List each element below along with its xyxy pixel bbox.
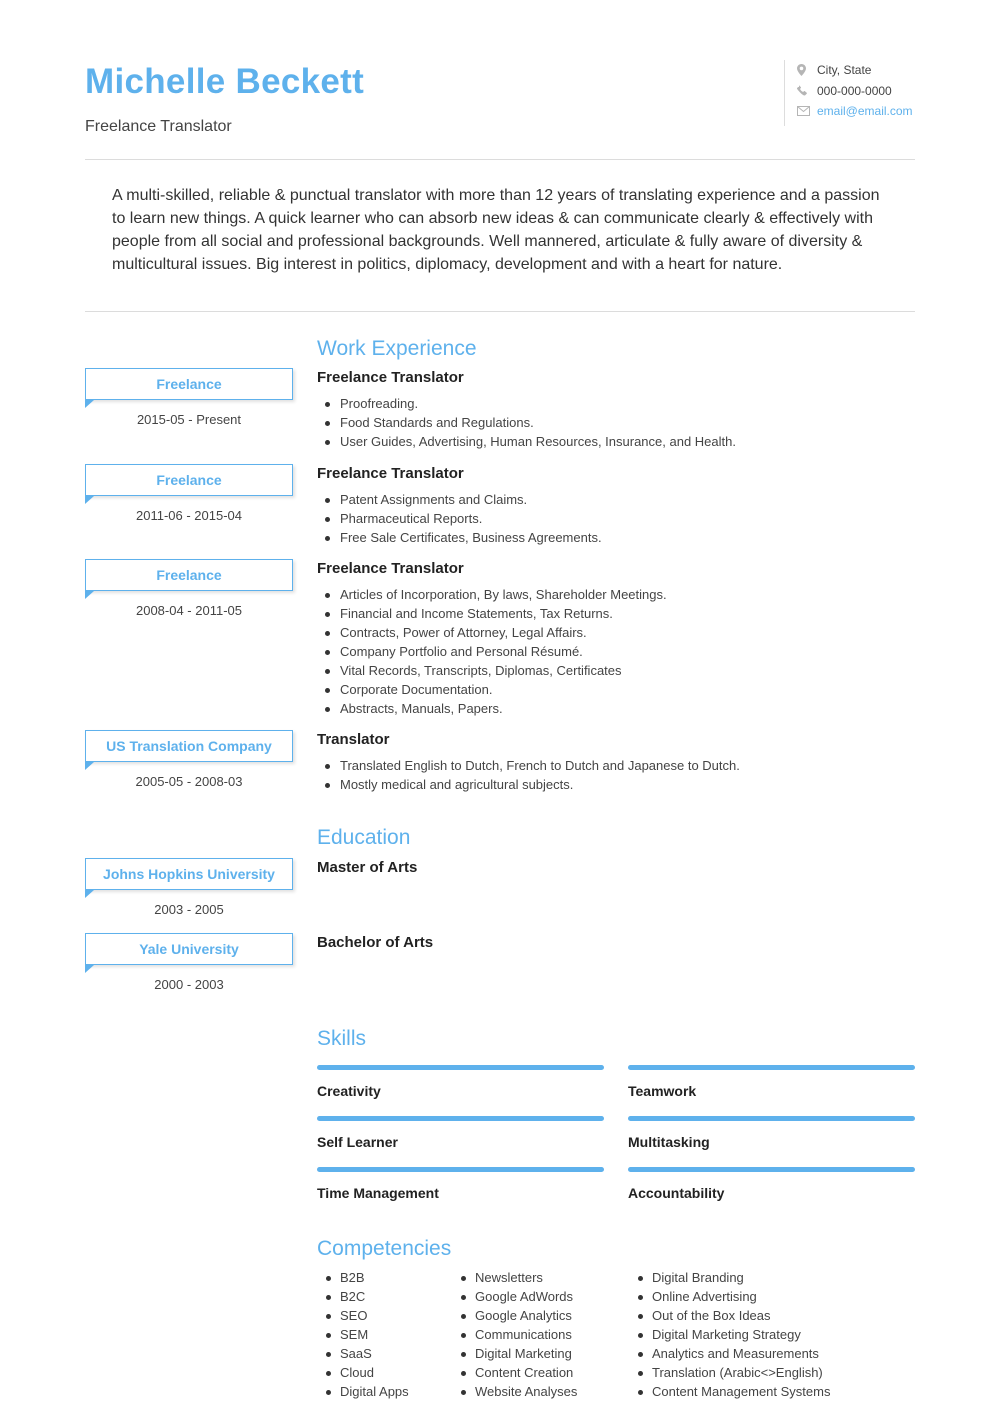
competency-item: Digital Marketing — [458, 1344, 577, 1363]
job-duties — [322, 394, 736, 451]
competency-item: Digital Apps — [323, 1382, 409, 1401]
contact-email[interactable] — [797, 101, 913, 122]
competency-item: Translation (Arabic<>English) — [635, 1363, 830, 1382]
job-duties — [322, 756, 740, 794]
job-dates: 2005-05 - 2008-03 — [135, 774, 243, 789]
degree-title: Bachelor of Arts — [317, 934, 434, 951]
job-duties — [322, 490, 602, 547]
competency-item: Website Analyses — [458, 1382, 577, 1401]
skill-label: Teamwork — [628, 1083, 697, 1099]
job-dates: 2008-04 - 2011-05 — [135, 603, 242, 618]
competency-item: Out of the Box Ideas — [635, 1306, 830, 1325]
contact-block — [784, 60, 913, 126]
skill-item — [628, 1167, 915, 1201]
job-title: Freelance Translator — [317, 369, 464, 386]
competency-item: B2C — [323, 1287, 409, 1306]
duty-item: Vital Records, Transcripts, Diplomas, Certificates — [322, 661, 667, 680]
skill-label: Accountability — [628, 1185, 725, 1201]
skill-label: Multitasking — [628, 1134, 710, 1150]
employer-tag: Freelance — [85, 559, 293, 591]
competency-item: Google Analytics — [458, 1306, 577, 1325]
skill-item — [317, 1065, 604, 1099]
duty-item: Translated English to Dutch, French to Dutch and Japanese to Dutch. — [322, 756, 740, 775]
header-divider — [85, 159, 915, 160]
job-title: Translator — [317, 731, 390, 748]
envelope-icon — [797, 106, 817, 116]
duty-item: Pharmaceutical Reports. — [322, 509, 602, 528]
skill-item — [317, 1167, 604, 1201]
skill-bar — [317, 1065, 604, 1070]
job-duties — [322, 585, 667, 718]
skill-bar — [628, 1167, 915, 1172]
skill-bar — [317, 1116, 604, 1121]
competency-item: Google AdWords — [458, 1287, 577, 1306]
competency-item: SEO — [323, 1306, 409, 1325]
duty-item: Proofreading. — [322, 394, 736, 413]
skill-item — [628, 1116, 915, 1150]
duty-item: Company Portfolio and Personal Résumé. — [322, 642, 667, 661]
duty-item: Contracts, Power of Attorney, Legal Affairs. — [322, 623, 667, 642]
job-dates: 2011-06 - 2015-04 — [135, 508, 242, 523]
work-experience-heading: Work Experience — [317, 337, 477, 360]
skill-bar — [628, 1116, 915, 1121]
profile-summary: A multi-skilled, reliable & punctual translator with more than 12 years of translating experience and a passion to learn new things. A quick learner who can absorb new ideas & can communicate clearly & effectively with people from all social and professional backgrounds. Well mannered, articulate & fully aware of diversity & multicultural issues. Big interest in politics, diplomacy, development and with a heart for nature. — [112, 187, 880, 273]
competency-item: Content Management Systems — [635, 1382, 830, 1401]
competency-item: Newsletters — [458, 1268, 577, 1287]
skill-bar — [628, 1065, 915, 1070]
school-tag: Johns Hopkins University — [85, 858, 293, 890]
duty-item: Articles of Incorporation, By laws, Shareholder Meetings. — [322, 585, 667, 604]
location-text: City, State — [817, 63, 872, 78]
competency-item: B2B — [323, 1268, 409, 1287]
contact-phone — [797, 81, 913, 102]
competencies-column — [323, 1268, 409, 1401]
education-dates: 2003 - 2005 — [154, 902, 224, 917]
employer-tag: Freelance — [85, 464, 293, 496]
competencies-column — [458, 1268, 577, 1401]
degree-title: Master of Arts — [317, 859, 418, 876]
competency-item: Online Advertising — [635, 1287, 830, 1306]
duty-item: Free Sale Certificates, Business Agreements. — [322, 528, 602, 547]
employer-tag: Freelance — [85, 368, 293, 400]
skill-item — [317, 1116, 604, 1150]
duty-item: Food Standards and Regulations. — [322, 413, 736, 432]
competency-item: SaaS — [323, 1344, 409, 1363]
duty-item: Abstracts, Manuals, Papers. — [322, 699, 667, 718]
phone-icon — [797, 85, 817, 96]
skill-label: Self Learner — [317, 1134, 398, 1150]
summary-divider — [85, 311, 915, 312]
competency-item: SEM — [323, 1325, 409, 1344]
contact-location — [797, 60, 913, 81]
competency-item: Analytics and Measurements — [635, 1344, 830, 1363]
duty-item: Corporate Documentation. — [322, 680, 667, 699]
duty-item: Financial and Income Statements, Tax Returns. — [322, 604, 667, 623]
skill-bar — [317, 1167, 604, 1172]
competency-item: Communications — [458, 1325, 577, 1344]
competencies-column — [635, 1268, 830, 1401]
education-heading: Education — [317, 826, 411, 849]
education-dates: 2000 - 2003 — [154, 977, 224, 992]
candidate-name: Michelle Beckett — [85, 62, 365, 101]
job-dates: 2015-05 - Present — [136, 412, 242, 427]
skill-label: Time Management — [317, 1185, 439, 1201]
candidate-title: Freelance Translator — [85, 118, 232, 135]
skill-label: Creativity — [317, 1083, 381, 1099]
job-title: Freelance Translator — [317, 465, 464, 482]
skills-heading: Skills — [317, 1027, 367, 1050]
job-title: Freelance Translator — [317, 560, 464, 577]
competency-item: Cloud — [323, 1363, 409, 1382]
school-tag: Yale University — [85, 933, 293, 965]
competencies-heading: Competencies — [317, 1237, 452, 1260]
email-link[interactable]: email@email.com — [817, 104, 913, 119]
employer-tag: US Translation Company — [85, 730, 293, 762]
duty-item: User Guides, Advertising, Human Resources, Insurance, and Health. — [322, 432, 736, 451]
competency-item: Digital Marketing Strategy — [635, 1325, 830, 1344]
duty-item: Mostly medical and agricultural subjects. — [322, 775, 740, 794]
duty-item: Patent Assignments and Claims. — [322, 490, 602, 509]
map-pin-icon — [797, 64, 817, 76]
competency-item: Content Creation — [458, 1363, 577, 1382]
phone-text: 000-000-0000 — [817, 83, 892, 98]
skill-item — [628, 1065, 915, 1099]
competency-item: Digital Branding — [635, 1268, 830, 1287]
